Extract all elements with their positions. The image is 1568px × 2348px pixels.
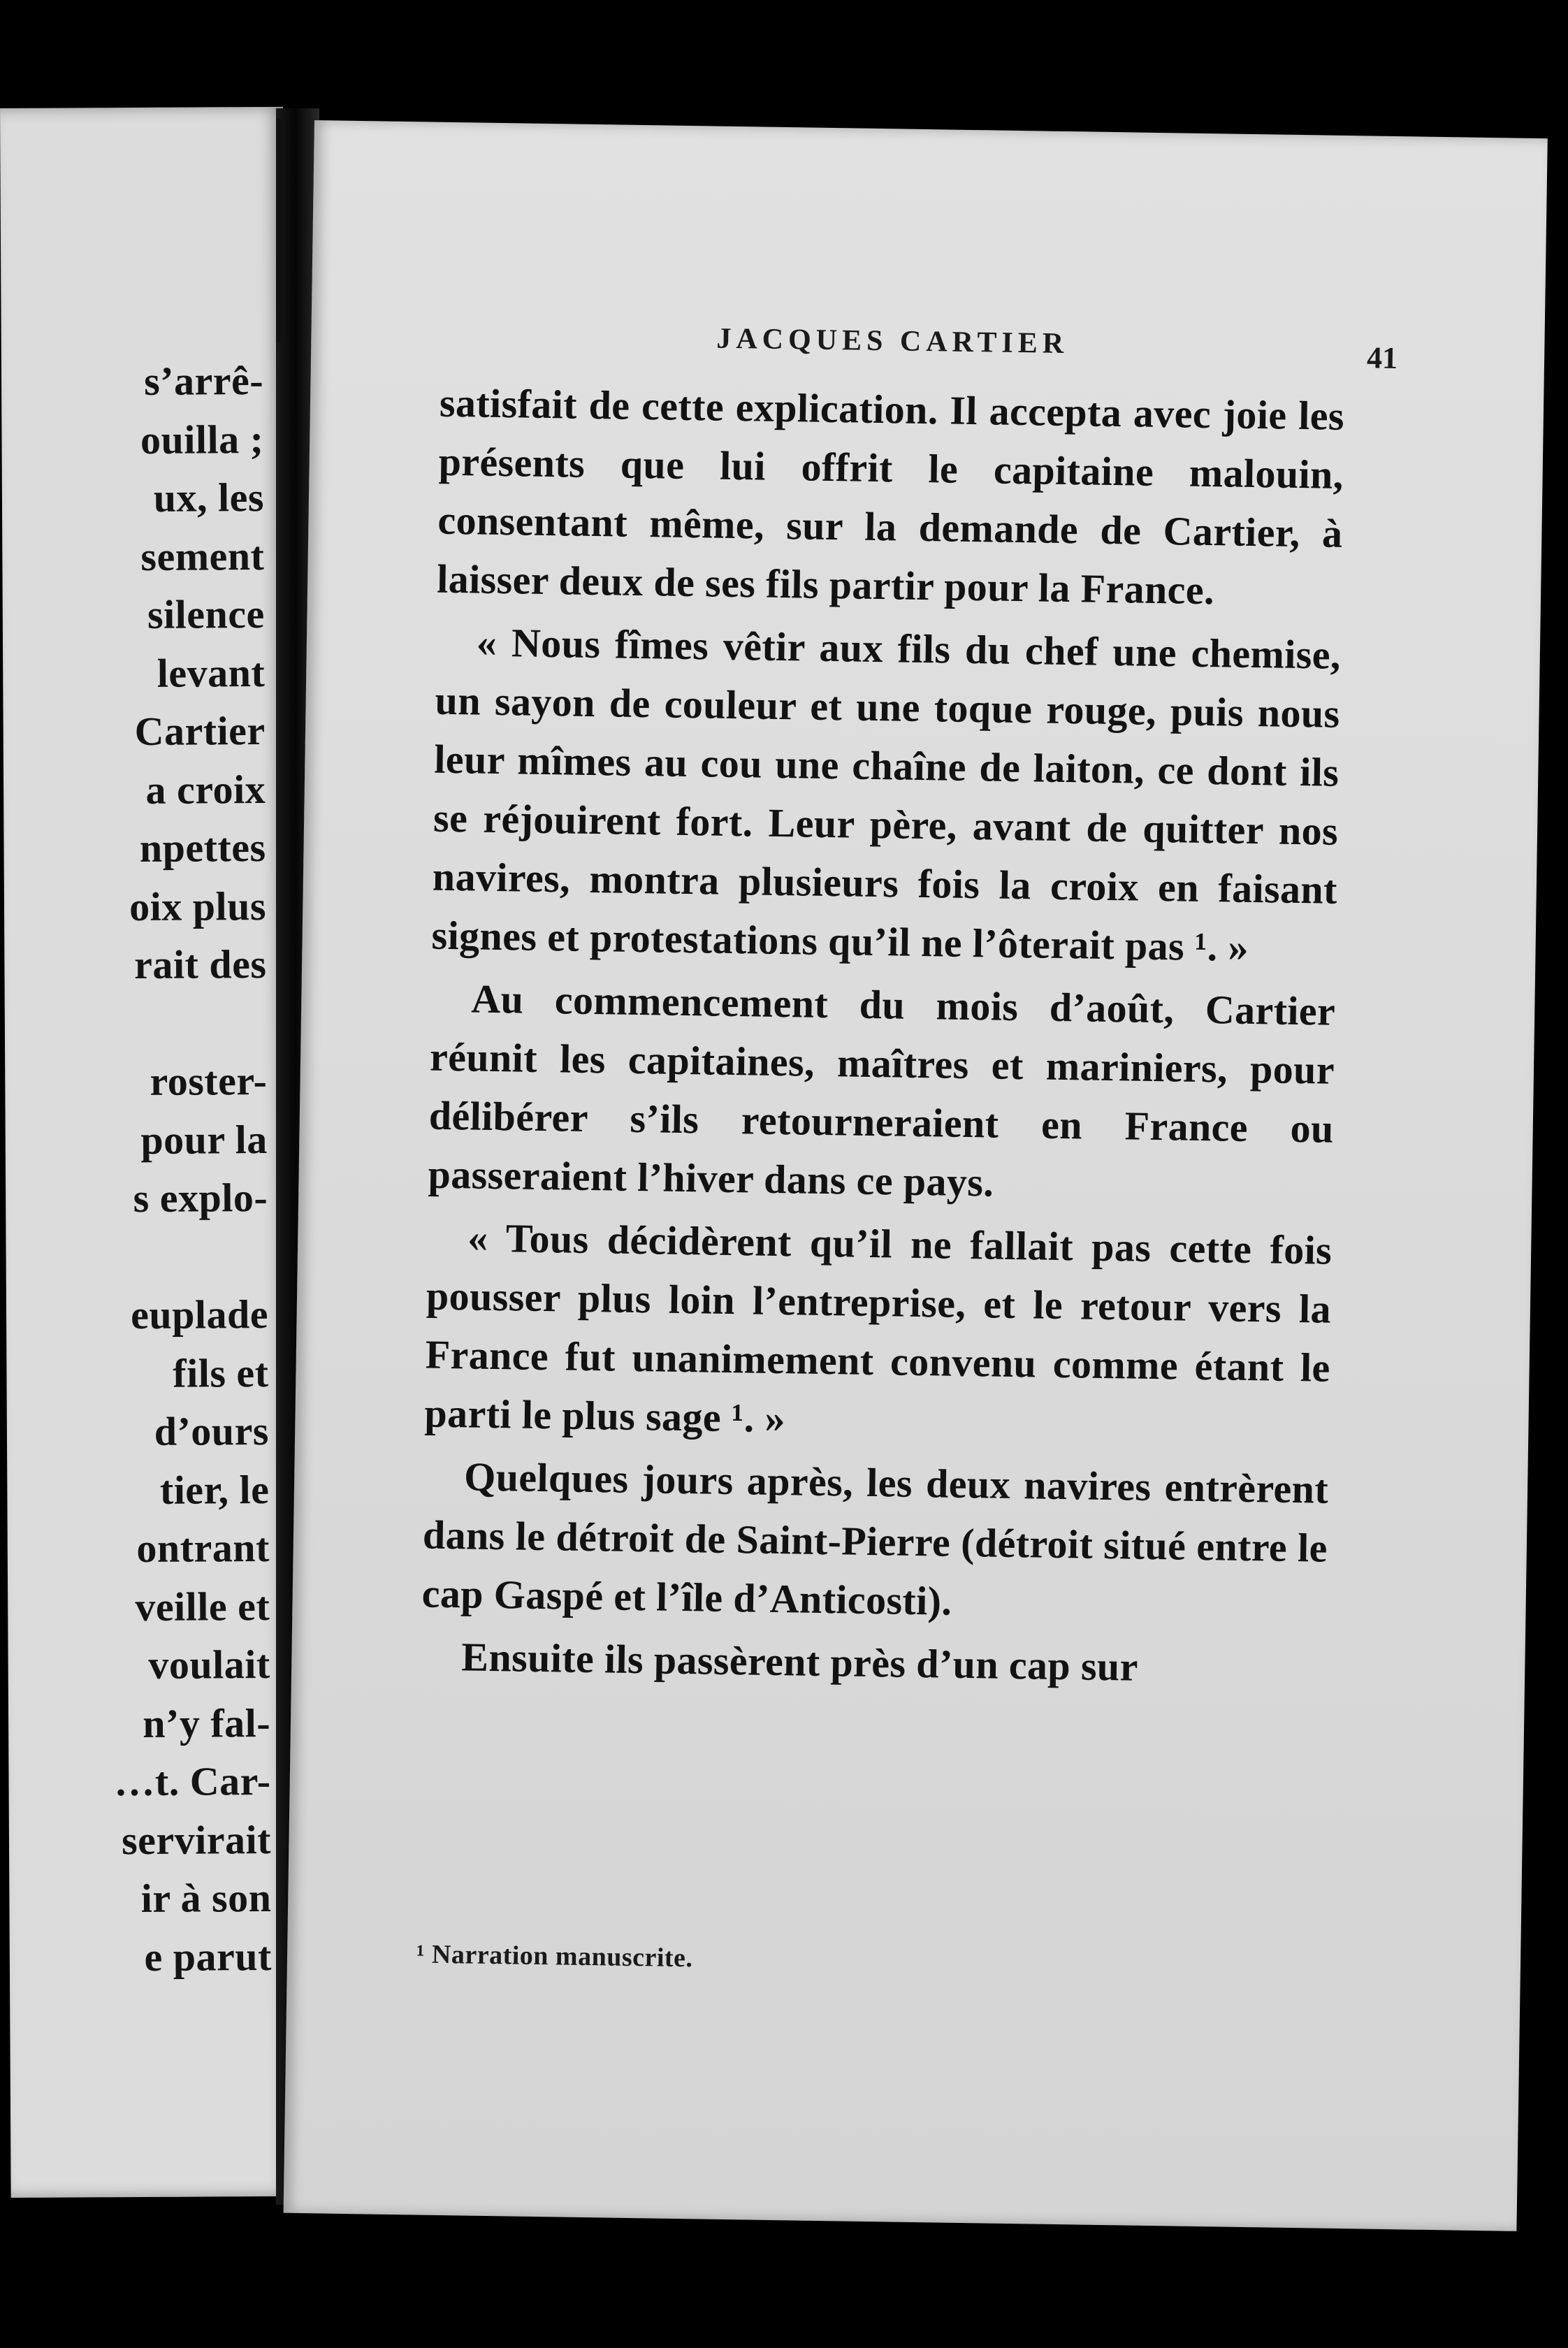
line-end: s explo- bbox=[133, 1175, 268, 1222]
line-end: a croix bbox=[145, 766, 266, 813]
line-end: n’y fal- bbox=[143, 1700, 271, 1746]
line-end: veille et bbox=[135, 1583, 270, 1630]
paragraph: Quelques jours après, les deux navires entrèrent dans le détroit de Saint-Pierre (détroit situé entre le cap Gaspé et l’île d’Anticosti). bbox=[421, 1454, 1329, 1624]
line-end: …t. Car- bbox=[114, 1758, 271, 1805]
page-number: 41 bbox=[1366, 340, 1398, 376]
line-end: tier, le bbox=[159, 1466, 270, 1513]
line-end: oix plus bbox=[129, 883, 267, 929]
line-end: silence bbox=[147, 591, 265, 637]
paragraph: satisfait de cette explication. Il accepta avec joie les présents que lui offrit le capitaine malouin, consentant même, sur la demande de Cartier, à laisser deux de ses fils partir pour la France. bbox=[436, 379, 1345, 614]
footnote: ¹ Narration manuscrite. bbox=[416, 1939, 693, 1973]
paragraph: Ensuite ils passèrent près d’un cap sur bbox=[460, 1634, 1139, 1690]
line-end: s’arrê- bbox=[143, 358, 264, 404]
line-end bbox=[0, 994, 267, 1054]
line-end: roster- bbox=[150, 1058, 268, 1104]
line-end: pour la bbox=[140, 1116, 268, 1163]
running-head: JACQUES CARTIER bbox=[716, 322, 1069, 361]
line-end: servirait bbox=[121, 1816, 272, 1863]
previous-page-fragment bbox=[0, 107, 294, 2198]
line-end: euplade bbox=[130, 1291, 269, 1338]
line-end: ir à son bbox=[140, 1875, 272, 1921]
line-end: sement bbox=[140, 532, 265, 579]
line-end: Cartier bbox=[134, 708, 266, 755]
spine-fold bbox=[276, 119, 282, 342]
paragraph-quote: « Nous fîmes vêtir aux fils du chef une chemise, un sayon de couleur et une toque rouge, puis nous leur mîmes au cou une chaîne de laiton, ce dont ils se réjouirent fort. Leur père, avant de quitter nos navires, montra plusieurs fois la croix en faisant signes et protestations qu’il ne l’ôterait pas ¹. » bbox=[431, 619, 1342, 970]
line-end: ontrant bbox=[136, 1525, 270, 1572]
line-end: voulait bbox=[148, 1642, 270, 1688]
book-page bbox=[284, 120, 1548, 2231]
line-end: npettes bbox=[139, 825, 266, 871]
line-end: rait des bbox=[133, 941, 267, 988]
line-end bbox=[0, 1227, 268, 1287]
line-end: levant bbox=[157, 649, 266, 696]
paragraph-quote: « Tous décidèrent qu’il ne fallait pas cette fois pousser plus loin l’entreprise, et le retour vers la France fut unanimement convenu comme étant le parti le plus sage ¹. » bbox=[424, 1215, 1333, 1442]
line-end: fils et bbox=[173, 1349, 269, 1396]
paragraph: Au commencement du mois d’août, Cartier réunit les capitaines, maîtres et mariniers, pour délibérer s’ils retourneraient en France ou passeraient l’hiver dans ce pays. bbox=[428, 976, 1336, 1205]
body-text bbox=[421, 374, 1345, 1704]
line-end: ouilla ; bbox=[140, 416, 264, 463]
line-end: d’ours bbox=[154, 1408, 270, 1454]
line-end: e parut bbox=[144, 1933, 273, 1980]
previous-page-line-ends bbox=[0, 352, 272, 1987]
line-end: ux, les bbox=[153, 474, 265, 521]
